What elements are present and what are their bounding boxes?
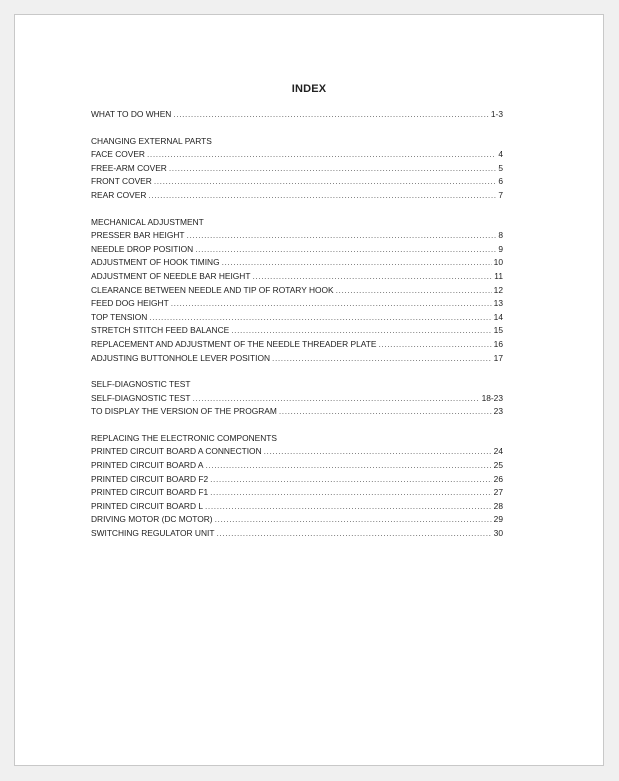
toc-entry-page: 12 [493, 284, 503, 295]
toc-entry-page: 23 [493, 406, 503, 417]
dot-leader [195, 243, 496, 257]
toc-entry-page: 24 [493, 446, 503, 457]
dot-leader [192, 392, 479, 406]
toc-entry [91, 243, 503, 257]
toc-entry [91, 500, 503, 514]
dot-leader [169, 162, 496, 176]
toc-entry-page: 7 [498, 189, 503, 200]
toc-entry-label: NEEDLE DROP POSITION [91, 243, 194, 254]
toc-entry-label: PRINTED CIRCUIT BOARD A CONNECTION [91, 446, 262, 457]
toc-entry [91, 297, 503, 311]
toc-entry-page: 8 [498, 230, 503, 241]
dot-leader [187, 229, 497, 243]
toc-section [91, 378, 503, 419]
toc-entry-page: 14 [493, 311, 503, 322]
toc-entry-page: 27 [493, 487, 503, 498]
dot-leader [173, 108, 489, 122]
toc-entry-page: 11 [494, 270, 503, 281]
toc-section [91, 216, 503, 366]
toc-entry [91, 311, 503, 325]
toc-entry [91, 527, 503, 541]
toc-entry [91, 189, 503, 203]
table-of-contents [91, 108, 503, 554]
toc-entry [91, 445, 503, 459]
dot-leader [210, 473, 492, 487]
toc-entry [91, 513, 503, 527]
toc-entry-page: 18-23 [481, 392, 503, 403]
toc-entry-page: 1-3 [490, 109, 503, 119]
toc-entry-page: 5 [498, 162, 503, 173]
dot-leader [205, 500, 492, 514]
toc-entry-page: 13 [493, 298, 503, 309]
dot-leader [149, 311, 491, 325]
document-page [14, 14, 604, 766]
toc-entry-page: 6 [498, 176, 503, 187]
toc-entry-label: PRINTED CIRCUIT BOARD F1 [91, 487, 209, 498]
dot-leader [215, 513, 492, 527]
dot-leader [216, 527, 491, 541]
toc-entry-label: PRESSER BAR HEIGHT [91, 230, 185, 241]
dot-leader [272, 352, 492, 366]
toc-entry-label: WHAT TO DO WHEN [91, 109, 172, 119]
toc-entry [91, 405, 503, 419]
toc-entry [91, 162, 503, 176]
section-heading: CHANGING EXTERNAL PARTS [91, 135, 212, 146]
dot-leader [231, 324, 491, 338]
toc-entry [91, 270, 503, 284]
toc-entry-label: FRONT COVER [91, 176, 152, 187]
toc-entry-label: PRINTED CIRCUIT BOARD F2 [91, 473, 209, 484]
toc-entry-label: TO DISPLAY THE VERSION OF THE PROGRAM [91, 406, 277, 417]
dot-leader [264, 445, 492, 459]
toc-entry-page: 28 [493, 500, 503, 511]
toc-entry-page: 29 [493, 514, 503, 525]
toc-entry [91, 175, 503, 189]
section-heading: MECHANICAL ADJUSTMENT [91, 216, 204, 227]
toc-entry-page: 26 [493, 473, 503, 484]
toc-entry [91, 338, 503, 352]
section-heading: REPLACING THE ELECTRONIC COMPONENTS [91, 432, 277, 443]
toc-entry-label: PRINTED CIRCUIT BOARD A [91, 460, 204, 471]
toc-entry-label: REPLACEMENT AND ADJUSTMENT OF THE NEEDLE THREADER PLATE [91, 338, 377, 349]
dot-leader [147, 148, 496, 162]
dot-leader [205, 459, 491, 473]
toc-entry-page: 16 [493, 338, 503, 349]
toc-section [91, 432, 503, 541]
toc-entry-page: 30 [493, 528, 503, 539]
toc-entry [91, 108, 503, 122]
dot-leader [210, 486, 492, 500]
toc-entry [91, 148, 503, 162]
toc-entry-label: SELF-DIAGNOSTIC TEST [91, 392, 191, 403]
dot-leader [154, 175, 497, 189]
toc-entry-page: 15 [493, 325, 503, 336]
dot-leader [222, 256, 492, 270]
toc-entry-label: ADJUSTMENT OF HOOK TIMING [91, 257, 220, 268]
toc-entry-label: FACE COVER [91, 149, 145, 160]
toc-entry [91, 284, 503, 298]
toc-entry [91, 324, 503, 338]
toc-entry-label: SWITCHING REGULATOR UNIT [91, 528, 215, 539]
toc-entry-label: REAR COVER [91, 189, 147, 200]
dot-leader [336, 284, 492, 298]
toc-entry-page: 25 [493, 460, 503, 471]
toc-entry-page: 17 [493, 352, 503, 363]
toc-entry [91, 229, 503, 243]
dot-leader [171, 297, 492, 311]
toc-entry-label: ADJUSTING BUTTONHOLE LEVER POSITION [91, 352, 271, 363]
toc-section [91, 108, 503, 122]
toc-entry [91, 392, 503, 406]
dot-leader [252, 270, 492, 284]
toc-entry [91, 352, 503, 366]
dot-leader [148, 189, 496, 203]
page-title: INDEX [291, 83, 327, 95]
toc-entry-page: 4 [498, 149, 503, 160]
toc-entry-label: DRIVING MOTOR (DC MOTOR) [91, 514, 213, 525]
dot-leader [378, 338, 491, 352]
toc-entry-label: STRETCH STITCH FEED BALANCE [91, 325, 230, 336]
section-heading: SELF-DIAGNOSTIC TEST [91, 379, 191, 390]
toc-entry-label: CLEARANCE BETWEEN NEEDLE AND TIP OF ROTARY HOOK [91, 284, 334, 295]
toc-entry [91, 486, 503, 500]
toc-entry-label: FREE-ARM COVER [91, 162, 167, 173]
toc-entry-label: ADJUSTMENT OF NEEDLE BAR HEIGHT [91, 270, 251, 281]
toc-entry-page: 9 [498, 243, 503, 254]
toc-entry [91, 459, 503, 473]
toc-entry-page: 10 [493, 257, 503, 268]
dot-leader [279, 405, 492, 419]
toc-entry-label: TOP TENSION [91, 311, 148, 322]
toc-entry [91, 473, 503, 487]
toc-section [91, 135, 503, 203]
toc-entry [91, 256, 503, 270]
toc-entry-label: PRINTED CIRCUIT BOARD L [91, 500, 203, 511]
toc-entry-label: FEED DOG HEIGHT [91, 298, 169, 309]
